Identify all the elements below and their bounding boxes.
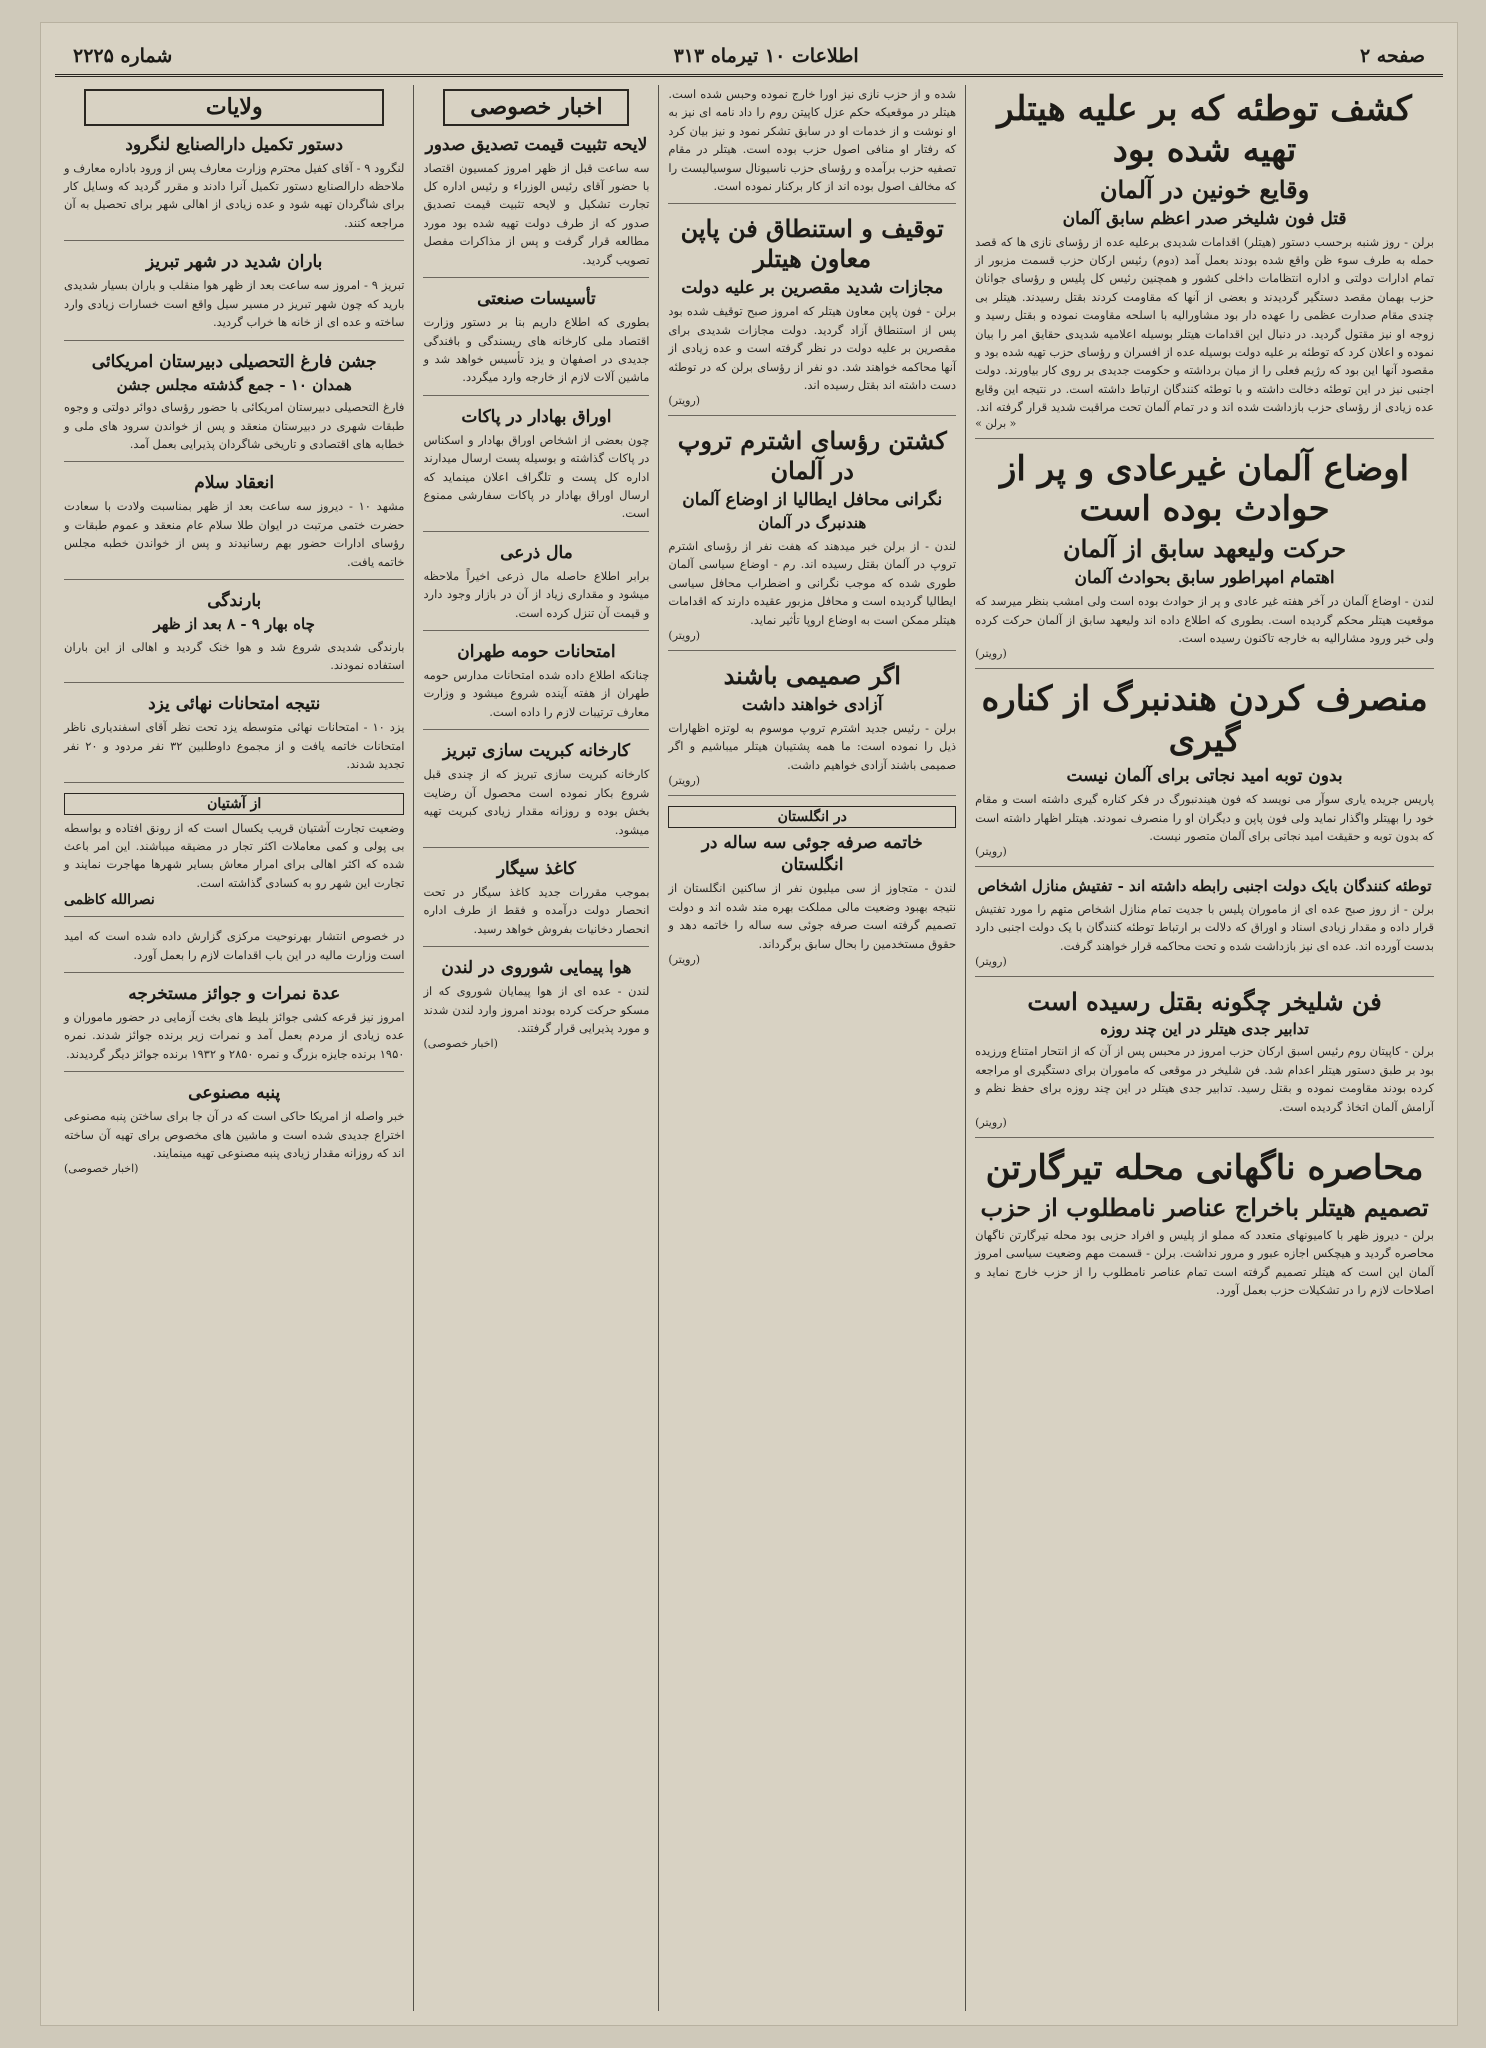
article-von-papen (668, 214, 956, 416)
headline: نتیجه امتحانات نهائی یزد (148, 694, 321, 715)
article-body: لنگرود ۹ - آقای کفیل محترم وزارت معارف پس از ورود باداره معارف و ملاحظه دارالصنایع دستور تکمیل آنرا دادند و مقرر گردید که وسایل کار برای شاگردان تهیه شود و عده زیادی از اهالی شهر برای تحصیل به آن مراجعه کنند. (64, 160, 405, 230)
article-rainfall (64, 590, 404, 683)
credit: (رویتر) (975, 647, 1007, 661)
article-body: کارخانه کبریت سازی تبریز که از چندی قبل شروع بکار نموده است محصول آن رضایت بخش بوده و روزانه مقدار زیادی کبریت تهیه میشود. (423, 767, 650, 837)
article-body: در خصوص انتشار بهرنوحیت مرکزی گزارش داده شده است که امید است وزارت مالیه در این باب اقدامات لازم را بعمل آورد. (64, 929, 405, 962)
column-3 (413, 85, 658, 2011)
headline: لایحه تثبیت قیمت تصدیق صدور (425, 134, 648, 155)
section-header: ولایات (84, 89, 384, 126)
subheadline-2: قتل فون شلیخر صدر اعظم سابق آلمان (1062, 208, 1347, 229)
column-4 (55, 85, 413, 2011)
article-tabriz-rain (64, 251, 404, 340)
headline: محاصره ناگهانی محله تیرگارتن (985, 1148, 1424, 1189)
article-sincere (668, 661, 956, 796)
headline: هوا پیمایی شوروی در لندن (441, 958, 632, 979)
credit: (اخبار خصوصی) (423, 1037, 498, 1051)
article-body: لندن - متجاوز از سی میلیون نفر از ساکنین انگلستان از نتیجه بهبود وضعیت مالی مملکت بهره مند شده اند و دولت تصمیم گرفته است صرفه جوئی سه ساله را خاتمه دهد و حقوق مستخدمین را بحال سابق برگرداند. (668, 881, 957, 951)
headline: منصرف کردن هندنبرگ از کناره گیری (981, 679, 1428, 761)
article-body: پاریس جریده یاری سوآر می نویسد که فون هیندنبورگ در فکر کناره گیری داشته است و مقام خود را بهیتلر واگذار نماید ولی فون پاپن و دیگران او را منصرف نمودند. هیتلر اظهار داشته است که بدون توبه و حقیقت امید نجاتی برای آلمان متصور نیست. (975, 792, 1434, 843)
article-body: شده و از حزب نازی نیز اورا خارج نموده وحبس شده است. هیتلر در موقعیکه حکم عزل کاپیتن روم را داد نامه ای نیز به او نوشت و از خدمات او در سابق تشکر نمود و نیز بیان کرد که رفتار او منافی اصول حزب بوده است. هیتلر در مقام تصفیه حزب برآمده و رؤسای حزب ناسیونال سوسیالیست را که مخالف اصول بوده اند از کار برکنار نموده است. (668, 87, 957, 193)
article-langarud (64, 134, 404, 242)
subheadline: آزادی خواهند داشت (741, 694, 883, 715)
article-body: برلن - روز شنبه برحسب دستور (هیتلر) اقدامات شدیدی برعلیه عده از رؤسای نازی ها که قصد حمله به طرف سوء ظن واقع شده بودند بعمل آمد (دوم) رئیس ارکان حزب قسمت مزبور از تمام ادارات دولتی و اداره انتظامات داخلی کشور و همچنین رئیس کل پلیس و رؤسای جوانان حزب بهمان مقصد دستگیر گردیدند و بعضی از آنها که مقاومت کردند بقتل رسیدند. هیتلر بی چندی مقام صدارت عظمی را عهده دار بود مشاورالیه با اسلحه مقاومت نموده و بقتل رسید و زوجه او نیز مقتول گردید. در دنبال این اقدامات هیتلر بوسیله اعلامیه شدیدی حقایق امر را بیان نموده و اعلان کرد که توطئه بر علیه دولت بوسیله عده از افسران و رؤسای حزب تهیه شده بود و مقصود آنها این بود که رژیم فعلی را از میان برداشته و حکومت جدیدی بر روی کار بیاورند. دولت اجنبی نیز در این توطئه دخالت داشته و با توطئه کنندگان ارتباط داشته است. در نتیجه این وقایع عده زیادی از رؤسای حزب بازداشت شده اند و در تمام آلمان تحت مراقبت شدید قرار گرفته اند. (975, 234, 1434, 415)
article-body: بارندگی شدیدی شروع شد و هوا خنک گردید و اهالی از این باران استفاده نمودند. (64, 639, 405, 672)
headline: توقیف و استنطاق فن پاپن معاون هیتلر (680, 214, 944, 274)
article-cigarette-paper (423, 858, 649, 947)
subheadline: چاه بهار ۹ - ۸ بعد از ظهر (153, 615, 315, 634)
headline: خاتمه صرفه جوئی سه ساله در انگلستان (701, 833, 923, 876)
article-plot-discovery (975, 89, 1434, 439)
article-american-school (64, 351, 404, 463)
article-body: وضعیت تجارت آشتیان قریب یکسال است که از رونق افتاده و بواسطه بی پولی و کمی معاملات اکثر تجار در مضیقه میباشند. این امر باعث شده که اکثر اهالی برای امرار معاش بسایر شهرها مهاجرت نمایند و تجارت این شهر رو به کسادی گذاشته است. (64, 820, 405, 890)
article-england-savings (668, 806, 956, 974)
article-body: لندن - اوضاع آلمان در آخر هفته غیر عادی و پر از حوادث بوده است ولی امشب بنظر میرسد که موقعیت هیتلر محکم گردیده است. بطوری که اطلاع داده اند ولیعهد سابق از آلمان حرکت کرده ولی خبر ورود مشارالیه به خارجه تاکنون رسیده است. (975, 594, 1434, 646)
article-artificial-cotton (64, 1082, 404, 1183)
article-body: بطوری که اطلاع داریم بنا بر دستور وزارت اقتصاد ملی کارخانه های ریسندگی و بافندگی جدیدی در اصفهان و یزد تأسیس خواهد شد و ماشین آلات لازم از خارجه وارد میگردد. (423, 315, 650, 385)
subheadline: تدابیر جدی هیتلر در این چند روزه (1100, 1019, 1309, 1038)
article-body: برلن - از روز صبح عده ای از ماموران پلیس با جدیت تمام منازل اشخاص متهم را مورد تفتیش قرار داده و مقدار زیادی اسناد و اوراق که دلالت بر ارتباط توطئه کنندگان با یک دولت اجنبی دارد بدست آورده اند. عده ای نیز بازداشت شده و تحت محاکمه قرار خواهند گرفت. (975, 901, 1434, 953)
article-export-price (423, 134, 649, 278)
headline: انعقاد سلام (194, 473, 275, 494)
article-body: چون بعضی از اشخاص اوراق بهادار و اسکناس در پاکات گذاشته و بوسیله پست ارسال میدارند اداره کل پست و تلگراف اعلان مینماید که ارسال اوراق بهادار در پاکات سفارشی ممنوع است. (423, 432, 650, 521)
headline: فن شلیخر چگونه بقتل رسیده است (1027, 986, 1382, 1016)
credit: (رویتر) (975, 1116, 1007, 1130)
masthead (55, 37, 1443, 77)
headline: اوضاع آلمان غیرعادی و پر از حوادث بوده است (1000, 448, 1410, 530)
headline: جشن فارغ التحصیلی دبیرستان امریکائی (91, 351, 377, 372)
page-number: صفحه ۲ (1359, 44, 1425, 67)
article-salam (64, 472, 404, 580)
article-body: یزد ۱۰ - امتحانات نهائی متوسطه یزد تحت نظر آقای اسفندیاری ناظر امتحانات خاتمه یافت و از مجموع داوطلبین ۳۲ نفر مردود و ۲۰ نفر تجدید شدند. (64, 720, 405, 772)
section-label: در انگلستان (668, 806, 956, 828)
article-body: برلن - فون پاپن معاون هیتلر که امروز صبح توقیف شده بود پس از استنطاق آزاد گردید. دولت مجازات شدیدی برای مقصرین بر علیه دولت در نظر گرفته است و عده زیادی از آنها محاکمه خواهند شد. دو نفر از رؤسای برلن که در توطئه دست داشته اند بقتل رسیده اند. (668, 304, 957, 392)
credit: (رویتر) (668, 952, 701, 966)
author-signature: نصرالله کاظمی (64, 892, 155, 909)
article-body: برابر اطلاع حاصله مال ذرعی اخیراً ملاحظه میشود و مقداری زیاد از آن در بازار وجود دارد و قیمت آن تنزل کرده است. (423, 568, 650, 620)
article-continuation (668, 85, 956, 204)
article-ashtian (64, 793, 404, 918)
article-body: سه ساعت قبل از ظهر امروز کمسیون اقتصاد با حضور آقای رئیس الوزراء و رئیس اداره کل تجارت تشکیل و لایحه تثبیت قیمت تصدیق صدور که از طرف دولت تهیه شده بود مورد مطالعه قرار گرفت و پس از مذاکرات مفصل تصویب گردید. (423, 160, 650, 267)
article-schleicher (975, 987, 1434, 1138)
credit: (رویتر) (668, 774, 701, 788)
article-body: تبریز ۹ - امروز سه ساعت بعد از ظهر هوا منقلب و باران بسیار شدیدی بارید که چون شهر تبریز در مسیر سیل واقع است خسارات زیادی وارد ساخته و عده ای از خانه ها خراب گردید. (64, 278, 405, 330)
headline: دستور تکمیل دارالصنایع لنگرود (125, 134, 344, 155)
newspaper-title-date: اطلاعات ۱۰ تیرماه ۳۱۳ (673, 44, 859, 67)
credit: (رویتر) (975, 845, 1007, 859)
section-label: از آشتیان (64, 793, 404, 815)
newspaper-page (40, 22, 1458, 2026)
credit: (رویتر) (668, 628, 701, 642)
article-sturmtruppen (668, 426, 956, 651)
subheadline: وقایع خونین در آلمان (1099, 174, 1310, 204)
article-cloth (423, 542, 649, 631)
subheadline-2: اهتمام امپراطور سابق بحوادث آلمان (1074, 568, 1335, 589)
article-note (64, 927, 404, 973)
headline: اگر صمیمی باشند (723, 660, 901, 690)
headline: تأسیسات صنعتی (477, 289, 596, 310)
credit: (رویتر) (668, 394, 701, 408)
section-header: اخبار خصوصی (443, 89, 629, 126)
article-body: لندن - از برلن خبر میدهند که هفت نفر از رؤسای اشترم تروپ در آلمان بقتل رسیده اند. رم - اوضاع سیاسی آلمان طوری شده که موجب نگرانی و اضطراب محافل سیاسی ایطالیا گردیده است و محافل مزبور عقیده دارند که اقدامات هیتلر ممکن است به اوضاع اروپا تأثیر نماید. (668, 538, 957, 627)
credit: (اخبار خصوصی) (64, 1162, 139, 1176)
subheadline: حرکت ولیعهد سابق از آلمان (1063, 534, 1347, 564)
article-body: لندن - عده ای از هوا پیمایان شوروی که از مسکو حرکت کرده بودند امروز وارد لندن شدند و مورد پذیرایی قرار گرفتند. (423, 984, 650, 1036)
subheadline: مجازات شدید مقصرین بر علیه دولت (681, 278, 944, 299)
article-exams-tehran (423, 641, 649, 730)
headline: کشتن رؤسای اشترم تروپ در آلمان (677, 426, 947, 486)
article-house-search (975, 877, 1434, 977)
credit: (رویتر) (975, 954, 1007, 968)
headline: توطئه کنندگان بایک دولت اجنبی رابطه داشته اند - تفتیش منازل اشخاص (977, 877, 1432, 896)
subheadline: بدون توبه امید نجاتی برای آلمان نیست (1066, 766, 1343, 787)
article-body: فارغ التحصیلی دبیرستان امریکائی با حضور رؤسای دوائر دولتی و وجوه طبقات شهری در دبیرستان منعقد و پس از خواندن سرود های ملی و خطابه های اقتصادی و تاریخی شاگردان پذیرایی بعمل آمد. (64, 400, 405, 451)
issue-number: شماره ۲۲۲۵ (73, 44, 173, 67)
article-soviet-aviators (423, 957, 649, 1058)
article-lottery (64, 983, 404, 1072)
article-body: خبر واصله از امریکا حاکی است که در آن جا برای ساختن پنبه مصنوعی اختراع جدیدی شده است و ماشین های مخصوص برای تهیه آن ساخته اند که روزانه مقدار زیادی پنبه مصنوعی تهیه مینمایند. (64, 1109, 405, 1161)
headline: بارندگی (207, 590, 262, 611)
subheadline: نگرانی محافل ایطالیا از اوضاع آلمان (682, 490, 943, 511)
headline: باران شدید در شهر تبریز (146, 252, 323, 273)
article-body: چنانکه اطلاع داده شده امتحانات مدارس حومه طهران از هفته آینده شروع میشود و وزارت معارف ترتیبات لازم را داده است. (423, 668, 650, 719)
article-germany-events (975, 449, 1434, 670)
headline: کشف توطئه که بر علیه هیتلر تهیه شده بود (997, 89, 1412, 170)
article-tiergarten (975, 1148, 1434, 1307)
column-1 (965, 85, 1443, 2011)
article-match-factory (423, 740, 649, 848)
subheadline-2: هندنبرگ در آلمان (758, 514, 867, 533)
headline: عدة نمرات و جوائز مستخرجه (128, 983, 341, 1004)
article-hindenburg (975, 679, 1434, 867)
article-body: بموجب مقررات جدید کاغذ سیگار در تحت انحصار دولت درآمده و فقط از طرف اداره انحصار دخانیات بفروش خواهد رسید. (423, 885, 650, 936)
article-body: امروز نیز قرعه کشی جوائز بلیط های بخت آزمایی در حضور ماموران و عده زیادی از مردم بعمل آمد و نمرات زیر برنده جوائز شدند. نمره ۱۹۵۰ برنده جایزه بزرگ و نمره ۲۸۵۰ و ۱۹۳۲ برنده جوائز دیگر گردیدند. (64, 1010, 405, 1061)
article-industrial (423, 288, 649, 396)
credit: « برلن » (975, 416, 1017, 430)
article-body: برلن - رئیس جدید اشترم تروپ موسوم به لوتزه اظهارات ذیل را نموده است: ما همه پشتیبان هیتلر میباشیم و اگر صمیمی باشند آزادی خواهیم داشت. (668, 721, 957, 772)
headline: کارخانه کبریت سازی تبریز (442, 741, 630, 762)
article-securities (423, 406, 649, 532)
subheadline: همدان ۱۰ - جمع گذشته مجلس جشن (116, 375, 352, 394)
article-body: مشهد ۱۰ - دیروز سه ساعت بعد از ظهر بمناسبت ولادت با سعادت حضرت ختمی مرتبت در ایوان طلا سلام عام منعقد و عموم طبقات و رؤسای ادارات حضور بهم رسانیدند و پس از خواندن خطبه مجلس خاتمه یافت. (64, 499, 405, 569)
headline: امتحانات حومه طهران (457, 642, 616, 662)
columns (55, 85, 1443, 2011)
column-2 (658, 85, 965, 2011)
headline: کاغذ سیگار (496, 858, 576, 879)
headline: پنبه مصنوعی (188, 1083, 281, 1104)
headline: مال ذرعی (500, 542, 573, 563)
article-body: برلن - کاپیتان روم رئیس اسبق ارکان حزب امروز در محبس پس از آن که از انتحار امتناع ورزیده بود بر طبق دستور هیتلر اعدام شد. فن شلیخر در موقعی که ماموران برای دستگیری او مراجعه کرده بودند مقاومت نموده و بقتل رسید. تدابیر جدی هیتلر در این چند روزه برای حفظ نظم و آرامش آلمان اتخاذ گردیده است. (975, 1044, 1434, 1114)
article-yazd-exams (64, 693, 404, 782)
article-body: برلن - دیروز ظهر با کامیونهای متعدد که مملو از پلیس و افراد حزبی بود محله تیرگارتن ناگهان محاصره گردید و هیچکس اجازه عبور و مرور نداشت. برلن - قسمت مهم وضعیت سیاسی امروز آلمان این است که هیتلر تصمیم گرفته است تمام عناصر نامطلوب را از حزب خارج نماید و اصلاحات لازم را در تشکیلات حزب بعمل آورد. (975, 1227, 1434, 1298)
headline: اوراق بهادار در پاکات (461, 406, 612, 427)
subheadline: تصمیم هیتلر باخراج عناصر نامطلوب از حزب (980, 1192, 1429, 1222)
